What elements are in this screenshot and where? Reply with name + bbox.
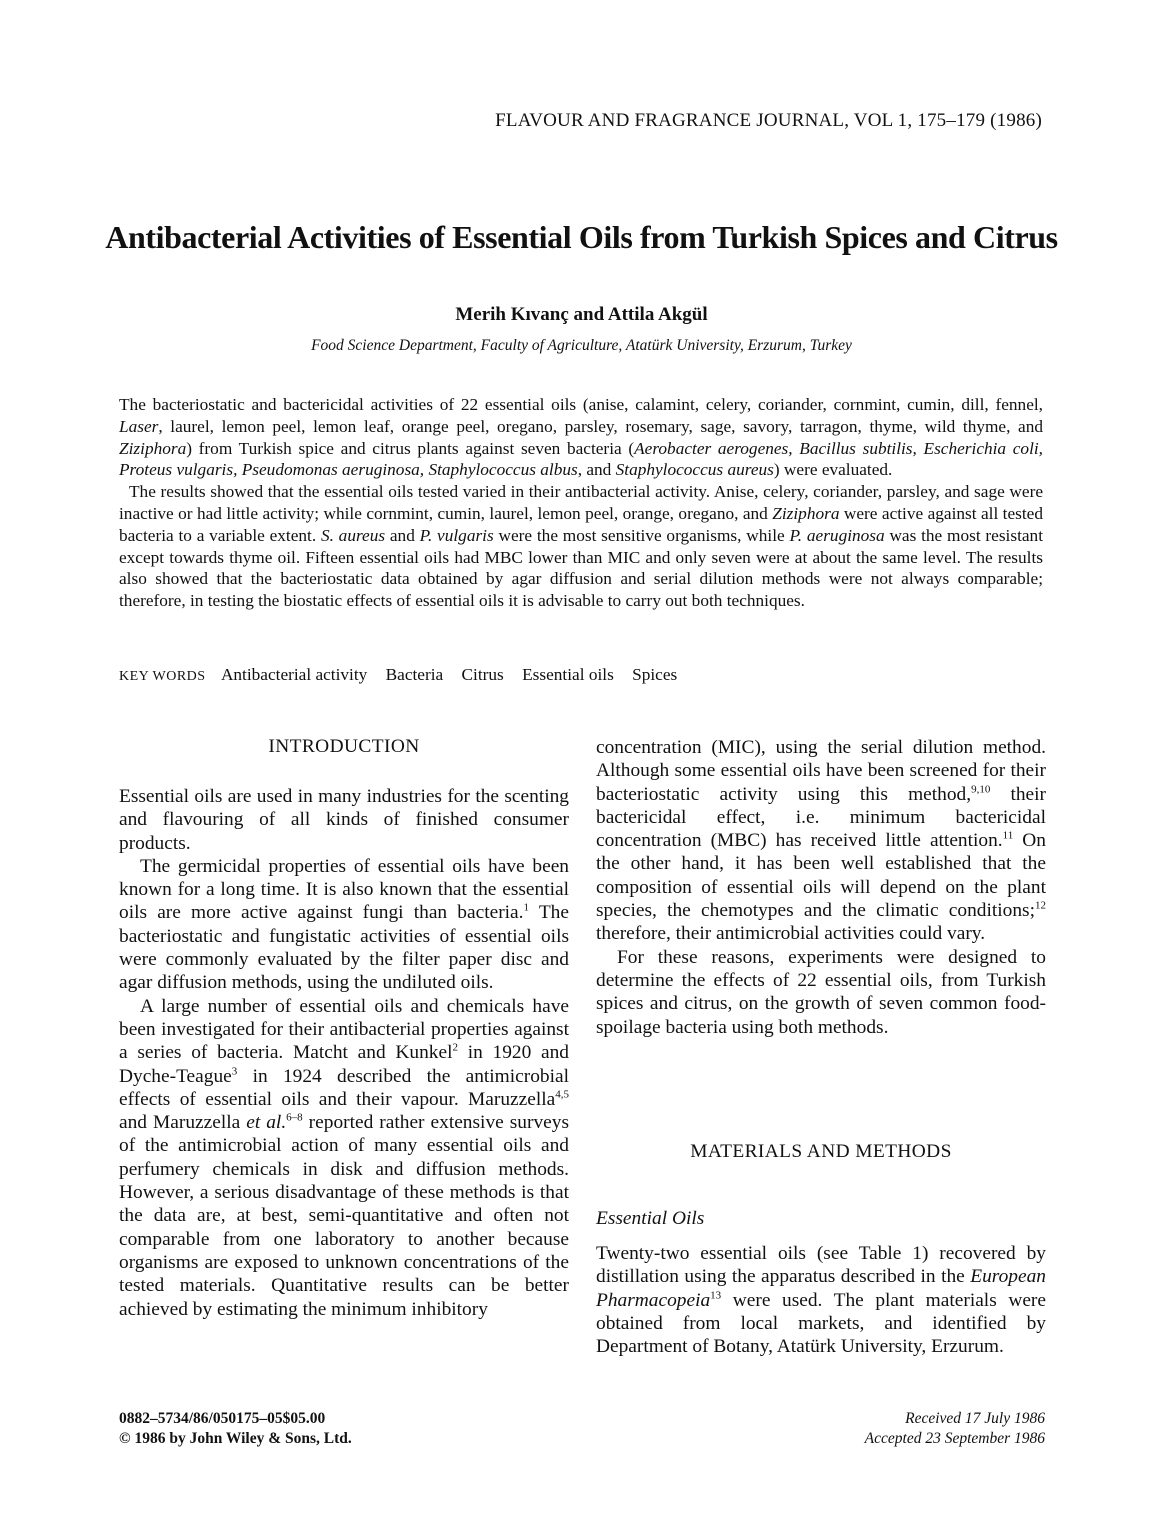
keyword: Citrus bbox=[461, 665, 504, 684]
abstract bbox=[119, 394, 1043, 612]
keywords-label: KEY WORDS bbox=[119, 669, 206, 684]
intro-paragraph-continued: concentration (MIC), using the serial dilution method. Although some essential oils have been screened for their bacteriostatic activity using this method,$^{9,10}$ their bactericidal effect, i.e. minimum bactericidal concentration (MBC) has received little attention.$^{11}$ On the other hand, it has been well established that the composition of essential oils will depend on the plant species, the chemotypes and the climatic conditions;$^{12}$ therefore, their antimicrobial activities could vary. bbox=[596, 737, 1047, 945]
authors: Merih Kıvanç and Attila Akgül bbox=[455, 304, 708, 325]
right-column bbox=[596, 736, 1046, 1039]
paper-title: Antibacterial Activities of Essential Oils from Turkish Spices and Citrus bbox=[105, 219, 1058, 255]
abstract-paragraph-2: The results showed that the essential oils tested varied in their antibacterial activity. Anise, celery, coriander, parsley, and sage were inactive or had little activity; while cornmint, cumin, laurel, lemon peel, orange, oregano, and Ziziphora were active against all tested bacteria to a variable extent. S. aureus and P. vulgaris were the most sensitive organisms, while P. aeruginosa was the most resistant except towards thyme oil. Fifteen essential oils had MBC lower than MIC and only seven were at about the same level. The results also showed that the bacteriostatic data obtained by agar diffusion and serial dilution methods were not always comparable; therefore, in testing the biostatic effects of essential oils it is advisable to carry out both techniques. bbox=[119, 482, 1043, 611]
keyword: Essential oils bbox=[522, 665, 614, 684]
footer-dates bbox=[865, 1409, 1045, 1449]
abstract-paragraph-1: The bacteriostatic and bactericidal activities of 22 essential oils (anise, calamint, celery, coriander, cornmint, cumin, dill, fennel, Laser, laurel, lemon peel, lemon leaf, orange peel, oregano, parsley, rosemary, sage, savory, tarragon, thyme, wild thyme, and Ziziphora) from Turkish spice and citrus plants against seven bacteria (Aerobacter aerogenes, Bacillus subtilis, Escherichia coli, Proteus vulgaris, Pseudomonas aeruginosa, Staphylococcus albus, and Staphylococcus aureus) were evaluated. bbox=[119, 395, 1043, 480]
intro-paragraph-3: A large number of essential oils and chemicals have been investigated for their antibacterial properties against a series of bacteria. Matcht and Kunkel$^2$ in 1920 and Dyche-Teague$^3$ in 1924 described the antimicrobial effects of essential oils and their vapour. Maruzzella$^{4,5}$ and Maruzzella et al.$^{6-8}$ reported rather extensive surveys of the antimicrobial action of many essential oils and perfumery chemicals in disk and diffusion methods. However, a serious disadvantage of these methods is that the data are, at best, semi-quantitative and often not comparable from one laboratory to another because organisms are exposed to unknown concentrations of the tested materials. Quantitative results can be better achieved by estimating the minimum inhibitory bbox=[119, 995, 570, 1320]
intro-paragraph-4: For these reasons, experiments were designed to determine the effects of 22 essential oils, from Turkish spices and citrus, on the growth of seven common food-spoilage bacteria using both methods. bbox=[596, 946, 1046, 1038]
left-column bbox=[119, 785, 569, 1321]
received-date: Received 17 July 1986 bbox=[905, 1410, 1045, 1427]
essential-oils-subheading: Essential Oils bbox=[596, 1208, 705, 1229]
intro-paragraph-1: Essential oils are used in many industries for the scenting and flavouring of all kinds of finished consumer products. bbox=[119, 786, 569, 854]
keyword: Spices bbox=[632, 665, 678, 684]
affiliation: Food Science Department, Faculty of Agriculture, Atatürk University, Erzurum, Turkey bbox=[311, 337, 852, 354]
keywords bbox=[119, 665, 691, 685]
accepted-date: Accepted 23 September 1986 bbox=[864, 1430, 1045, 1447]
intro-paragraph-2: The germicidal properties of essential oils have been known for a long time. It is also known that the essential oils are more active against fungi than bacteria.$^1$ The bacteriostatic and fungistatic activities of essential oils were commonly evaluated by the filter paper disc and agar diffusion methods, using the undiluted oils. bbox=[119, 855, 569, 994]
methods-paragraph-1: Twenty-two essential oils (see Table 1) recovered by distillation using the apparatus described in the European Pharmacopeia$^{13}$ were used. The plant materials were obtained from local markets, and identified by Department of Botany, Atatürk University, Erzurum. bbox=[596, 1243, 1046, 1358]
journal-header: FLAVOUR AND FRAGRANCE JOURNAL, VOL 1, 175–179 (1986) bbox=[495, 110, 1042, 131]
keyword: Bacteria bbox=[385, 665, 444, 684]
footer-copyright bbox=[119, 1409, 352, 1449]
methods-heading: MATERIALS AND METHODS bbox=[690, 1141, 952, 1162]
footer-code: 0882–5734/86/050175–05$05.00 bbox=[119, 1410, 326, 1427]
footer-copyright-line: © 1986 by John Wiley & Sons, Ltd. bbox=[119, 1430, 352, 1447]
keyword: Antibacterial activity bbox=[220, 665, 368, 684]
introduction-heading: INTRODUCTION bbox=[268, 736, 420, 757]
